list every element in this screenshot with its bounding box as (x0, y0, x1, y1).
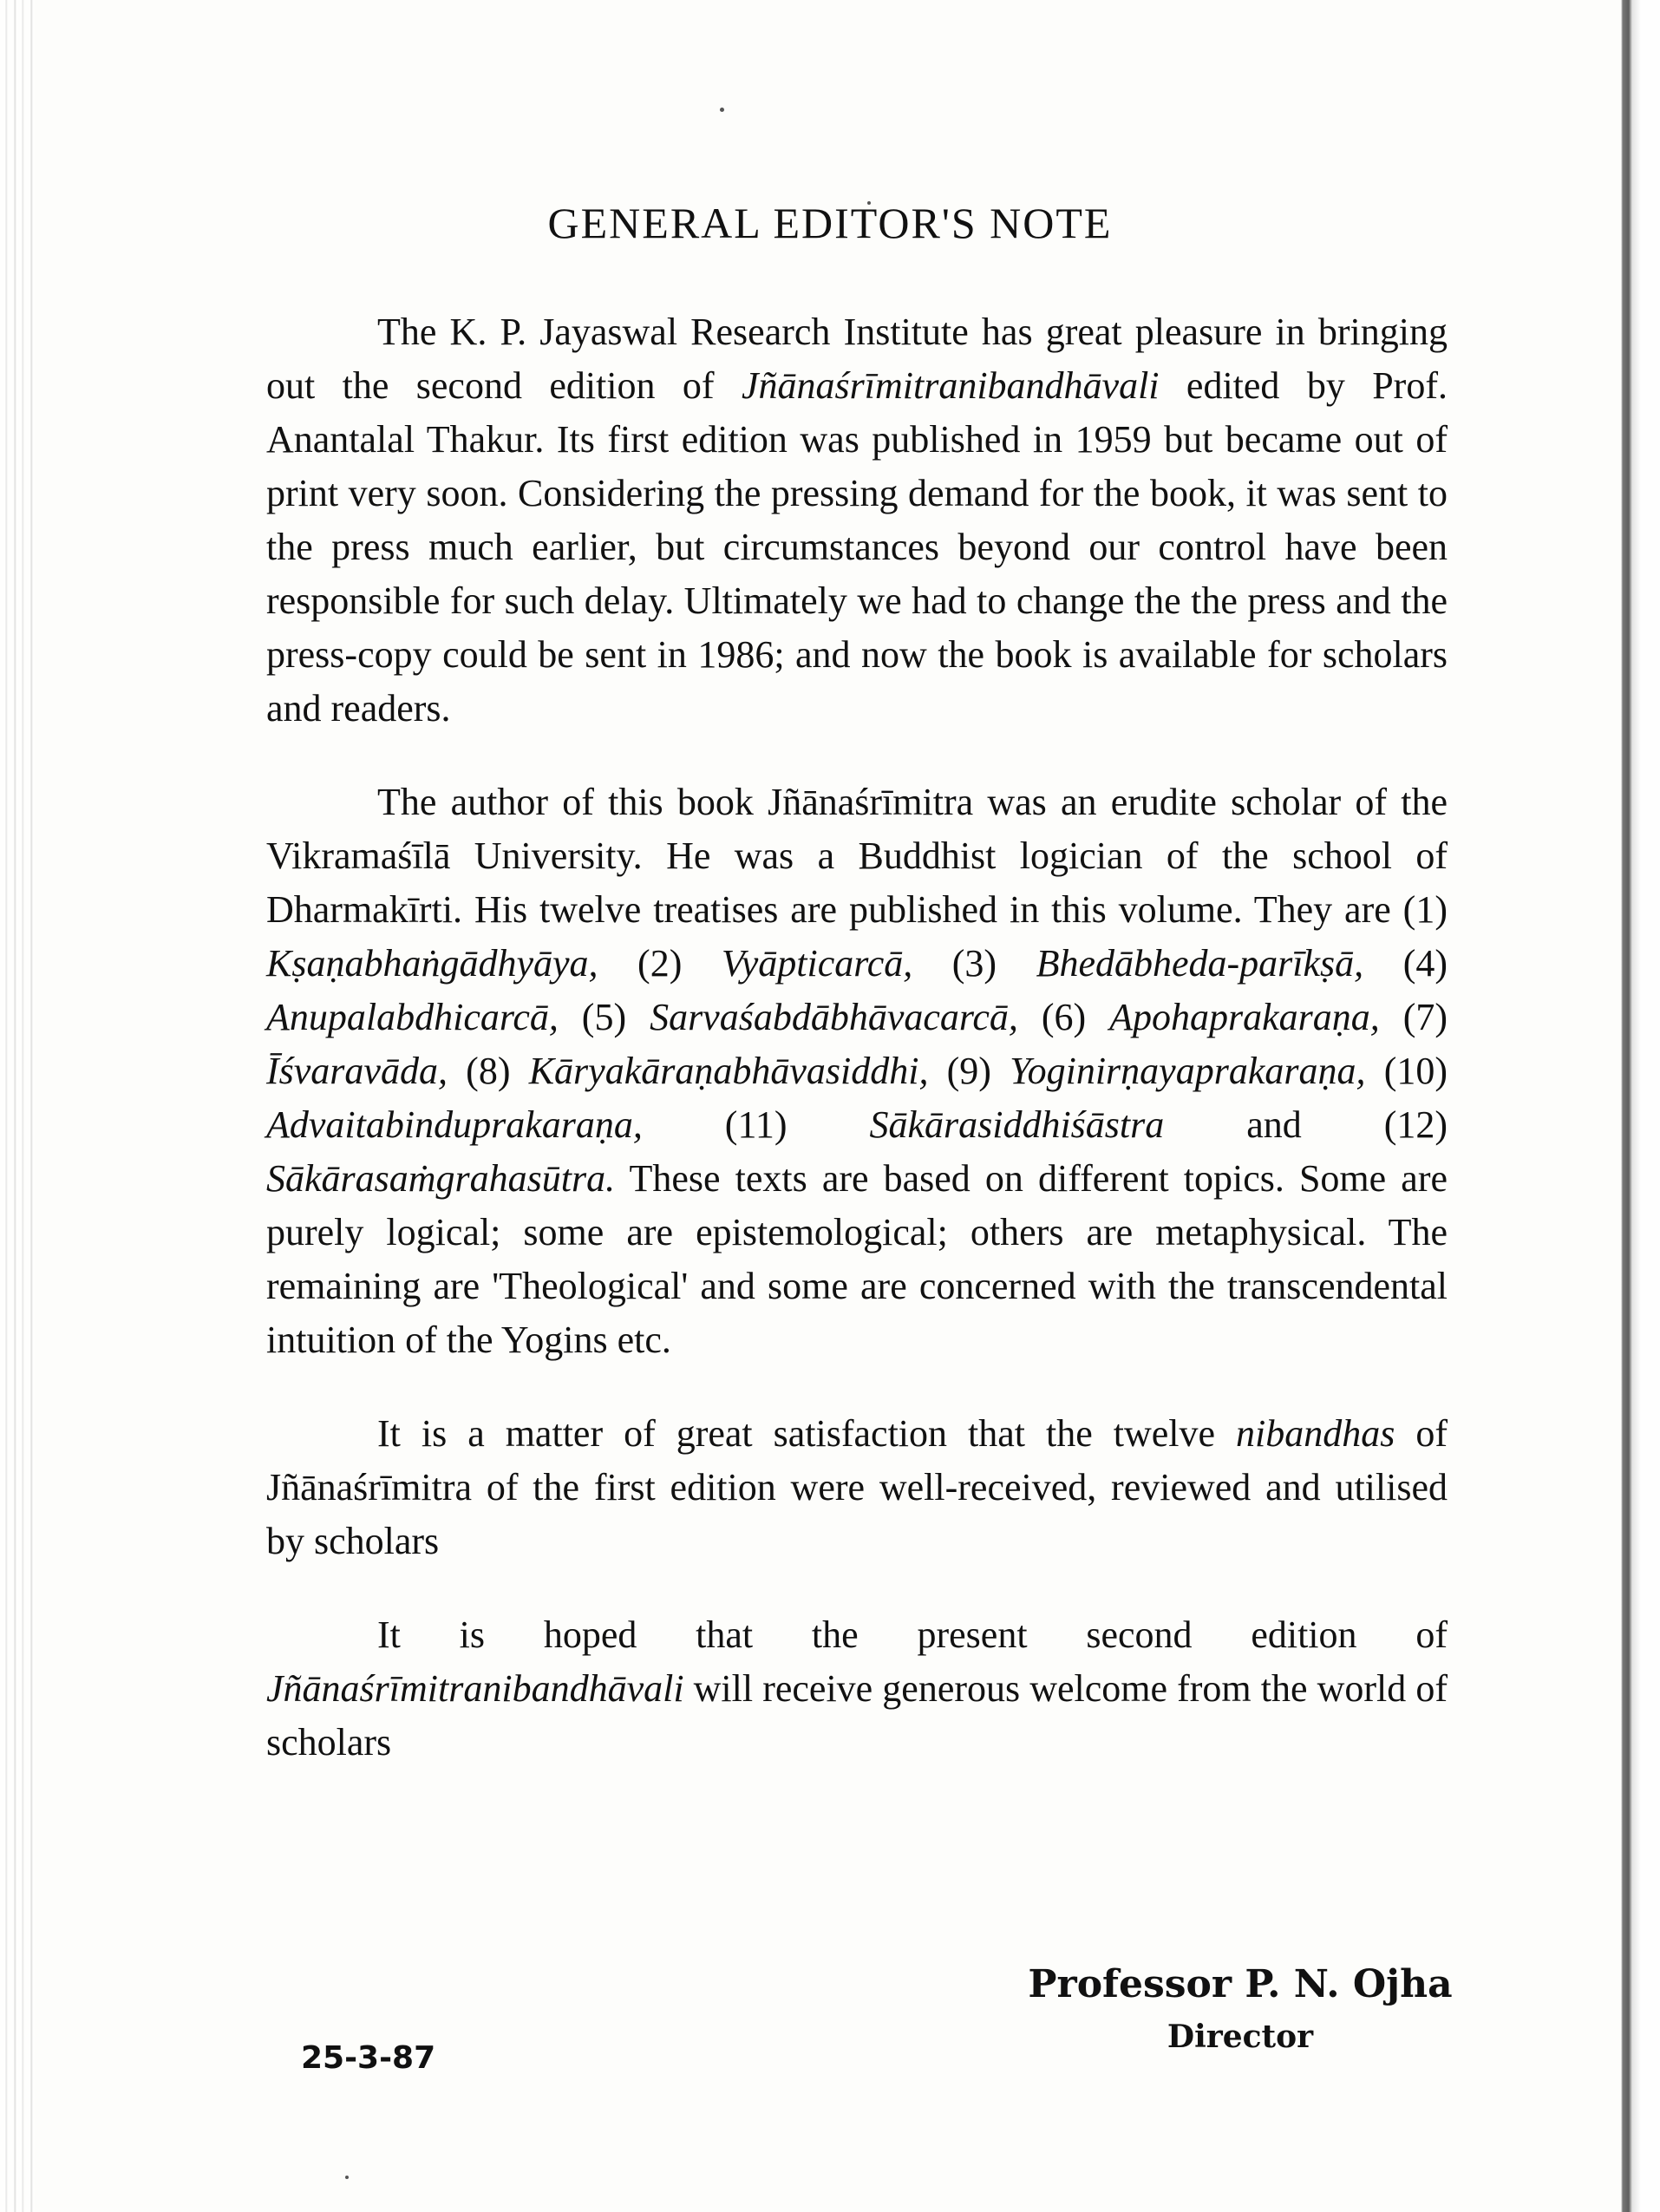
signature-block (1023, 1962, 1457, 2055)
paragraph-1 (266, 305, 1448, 736)
text-run: These texts are based on different topics. Some are purely logical; some are epistemological; others are metaphysical. The remaining are 'Theological' and some are concerned with the transcendental intuition of the Yogins etc. (266, 1157, 1448, 1361)
italic-title: Īśvaravāda, (266, 1050, 448, 1092)
text-run: (6) (1017, 996, 1110, 1038)
italic-title: Jñānaśrīmitranibandhāvali (266, 1667, 684, 1710)
italic-title: Bhedābheda-parīkṣā, (1036, 942, 1364, 985)
scan-speck (345, 2176, 349, 2179)
paragraph-4 (266, 1608, 1448, 1770)
text-run: (3) (912, 942, 1036, 985)
text-run: (7) (1379, 996, 1448, 1038)
signatory-title: Director (1167, 2019, 1314, 2055)
italic-title: Advaitabinduprakaraṇa, (266, 1103, 643, 1146)
italic-title: Yoginirṇayaprakaraṇa, (1010, 1050, 1366, 1092)
text-run: It is hoped that the present second edition of (377, 1613, 1448, 1656)
page-title: GENERAL EDITOR'S NOTE (547, 199, 1113, 247)
italic-title: Sākārasiddhiśāstra (869, 1103, 1165, 1146)
text-run: (8) (447, 1050, 529, 1092)
left-page-edge-shadow (0, 0, 35, 2212)
note-date: 25-3-87 (301, 2040, 436, 2076)
scan-speck (720, 108, 724, 112)
italic-title: Jñānaśrīmitranibandhāvali (741, 364, 1160, 407)
italic-title: Kṣaṇabhaṅgādhyāya, (266, 942, 598, 985)
signatory-name: Professor P. N. Ojha (1028, 1962, 1453, 2006)
italic-title: Apohaprakaraṇa, (1109, 996, 1380, 1038)
right-page-edge-shadow (1539, 0, 1660, 2212)
italic-term: nibandhas (1236, 1412, 1395, 1455)
paragraph-3 (266, 1407, 1448, 1568)
text-run: (9) (928, 1050, 1010, 1092)
italic-title: Anupalabdhicarcā, (266, 996, 559, 1038)
paragraph-2 (266, 776, 1448, 1367)
text-run: (2) (598, 942, 722, 985)
text-run: The author of this book Jñānaśrīmitra was an erudite scholar of the Vikramaśīlā University. He was a Buddhist logician of the school of Dharmakīrti. His twelve treatises are published in this volume. They are (1) (266, 781, 1448, 931)
text-run: It is a matter of great satisfaction that the twelve (377, 1412, 1236, 1455)
text-run: (10) (1365, 1050, 1448, 1092)
italic-title: Vyāpticarcā, (721, 942, 913, 985)
note-body (266, 305, 1448, 1810)
text-run: of Jñānaśrīmitra of the first edition were well-received, reviewed and utilised by scholars (266, 1412, 1448, 1562)
text-run: The K. P. Jayaswal Research Institute has great pleasure in bringing out the second edition of (266, 311, 1448, 407)
text-run: edited by Prof. Anantalal Thakur. Its first edition was published in 1959 but became out of print very soon. Considering the pressing demand for the book, it was sent to the press much earlier, but circumstances beyond our control have been responsible for such delay. Ultimately we had to change the the press and the press-copy could be sent in 1986; and now the book is available for scholars and readers. (266, 364, 1448, 730)
italic-title: Sarvaśabdābhāvacarcā, (650, 996, 1018, 1038)
text-run: (5) (558, 996, 650, 1038)
text-run: (4) (1363, 942, 1448, 985)
italic-title: Sākārasaṁgrahasūtra. (266, 1157, 616, 1200)
italic-title: Kāryakāraṇabhāvasiddhi, (528, 1050, 929, 1092)
text-run: will receive generous welcome from the world of scholars (266, 1667, 1448, 1764)
text-run: and (12) (1164, 1103, 1448, 1146)
text-run: (11) (642, 1103, 870, 1146)
